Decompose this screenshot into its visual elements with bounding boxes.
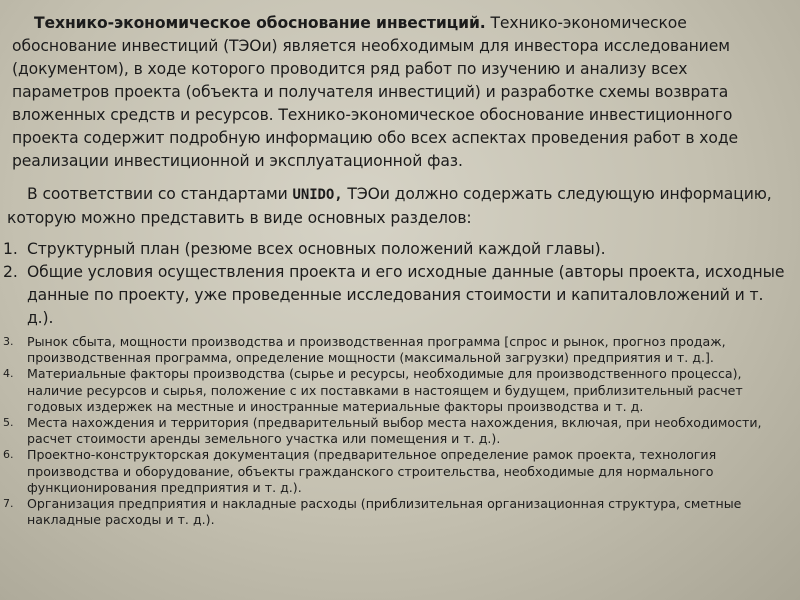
list-item-text: Структурный план (резюме всех основных положений каждой главы). — [27, 240, 606, 258]
list-item — [0, 496, 790, 528]
list-item — [0, 415, 790, 447]
list-item — [0, 334, 790, 366]
list-item — [0, 366, 790, 415]
list-item-text: Материальные факторы производства (сырье и ресурсы, необходимые для производственного процесса), наличие ресурсов и сырья, положение с их поставками в настоящем и будущем, приблизительный расчет годовых издержек на местные и иностранные материальные факторы производства и т. д. — [27, 366, 743, 414]
list-item — [0, 447, 790, 496]
list-item — [0, 261, 790, 330]
standards-paragraph — [7, 183, 793, 230]
intro-title: Технико-экономическое обоснование инвестиций. — [34, 14, 486, 32]
list-item-text: Организация предприятия и накладные расходы (приблизительная организационная структура, сметные накладные расходы и т. д.). — [27, 496, 742, 528]
list-item-text: Места нахождения и территория (предварительный выбор места нахождения, включая, при необходимости, расчет стоимости аренды земельного участка или помещения и т. д.). — [27, 415, 762, 447]
list-item-number: 5. — [3, 416, 14, 430]
list-item-number: 2. — [3, 263, 18, 281]
sections-list — [0, 238, 790, 528]
standards-text-after: ТЭОи должно содержать следующую информацию, которую можно представить в виде основных разделов: — [7, 185, 772, 227]
standards-text-before: В соответствии со стандартами — [27, 185, 293, 203]
intro-paragraph — [12, 12, 788, 173]
unido-term: UNIDO, — [292, 187, 343, 203]
list-item-text: Проектно-конструкторская документация (предварительное определение рамок проекта, технология производства и оборудование, объекты гражданского строительства, необходимые для нормального функционирования предприятия и т. д.). — [27, 447, 717, 495]
list-item-number: 4. — [3, 367, 14, 381]
list-item-number: 6. — [3, 448, 14, 462]
list-item — [0, 238, 790, 261]
list-item-number: 7. — [3, 497, 14, 511]
list-item-number: 1. — [3, 240, 18, 258]
list-item-number: 3. — [3, 335, 14, 348]
list-item-text: Общие условия осуществления проекта и его исходные данные (авторы проекта, исходные данные по проекту, уже проведенные исследования стоимости и капиталовложений и т. д.). — [27, 263, 785, 327]
intro-text: Технико-экономическое обоснование инвестиций (ТЭОи) является необходимым для инвестора исследованием (документом), в ходе которого проводится ряд работ по изучению и анализу всех параметров проекта (объекта и получателя инвестиций) и разработке схемы возврата вложенных средств и ресурсов. Технико-экономическое обоснование инвестиционного проекта содержит подробную информацию обо всех аспектах проведения работ в ходе реализации инвестиционной и эксплуатационной фаз. — [12, 14, 739, 170]
list-item-text: Рынок сбыта, мощности производства и производственная программа [спрос и рынок, прогноз продаж, производственная программа, определение мощности (максимальной загрузки) предприятия и т. д.]. — [27, 334, 726, 366]
